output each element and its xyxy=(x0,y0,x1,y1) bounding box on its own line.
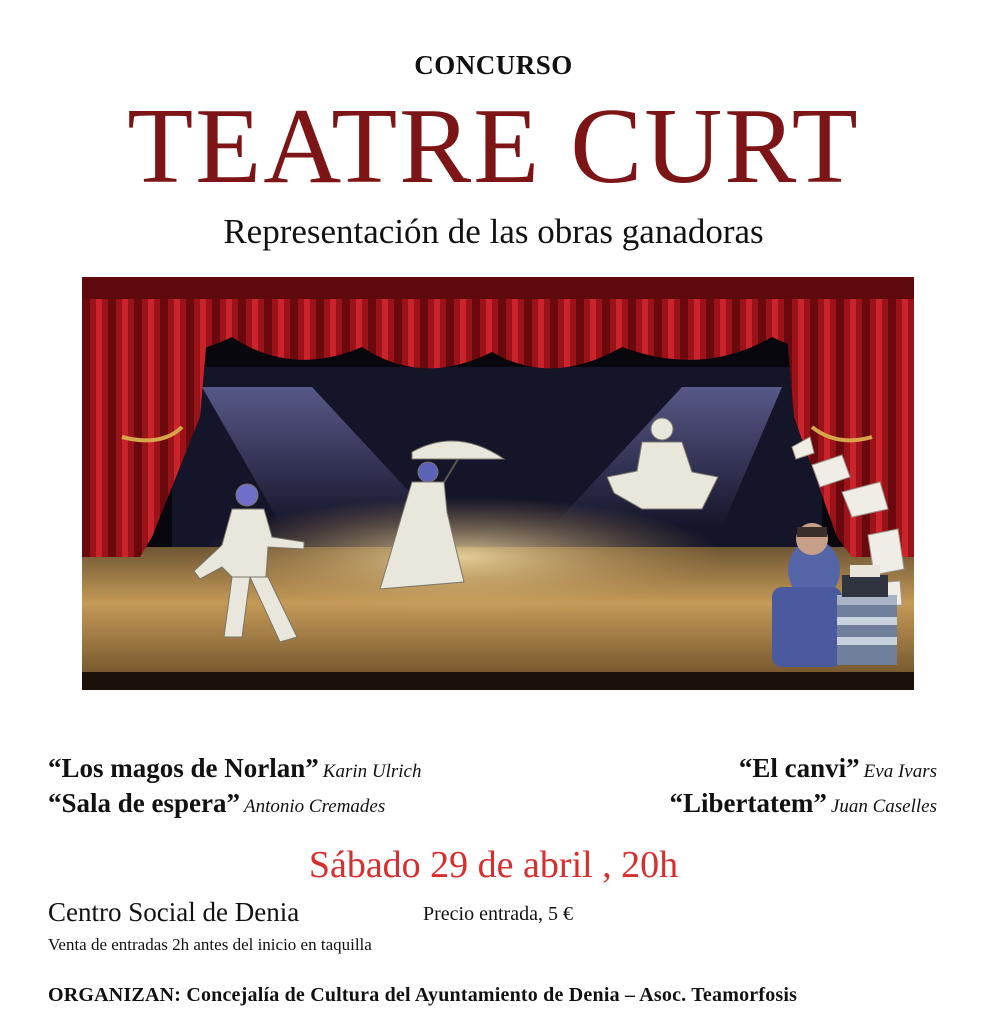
play-author: Karin Ulrich xyxy=(322,761,422,782)
event-venue: Centro Social de Denia xyxy=(48,897,300,927)
ticket-price: Precio entrada, 5 € xyxy=(423,903,573,925)
theater-stage-illustration xyxy=(82,277,914,690)
contest-label: CONCURSO xyxy=(414,50,573,80)
ticket-sale-note: Venta de entradas 2h antes del inicio en taquilla xyxy=(48,935,372,954)
organizers-line: ORGANIZAN: Concejalía de Cultura del Ayuntamiento de Denia – Asoc. Teamorfosis xyxy=(48,984,798,1006)
event-date: Sábado 29 de abril , 20h xyxy=(308,844,679,886)
play-entry xyxy=(48,788,385,819)
play-title: “Sala de espera” xyxy=(48,788,240,818)
play-title: “Libertatem” xyxy=(669,788,827,818)
play-title: “El canvi” xyxy=(738,753,860,783)
poster-title: TEATRE CURT xyxy=(127,87,860,206)
play-entry xyxy=(48,753,421,784)
play-entry xyxy=(669,788,937,819)
play-author: Juan Caselles xyxy=(830,796,937,817)
play-author: Eva Ivars xyxy=(863,761,937,782)
play-author: Antonio Cremades xyxy=(244,796,386,817)
play-title: “Los magos de Norlan” xyxy=(48,753,319,783)
poster-subtitle: Representación de las obras ganadoras xyxy=(223,212,764,251)
play-entry xyxy=(739,753,937,784)
